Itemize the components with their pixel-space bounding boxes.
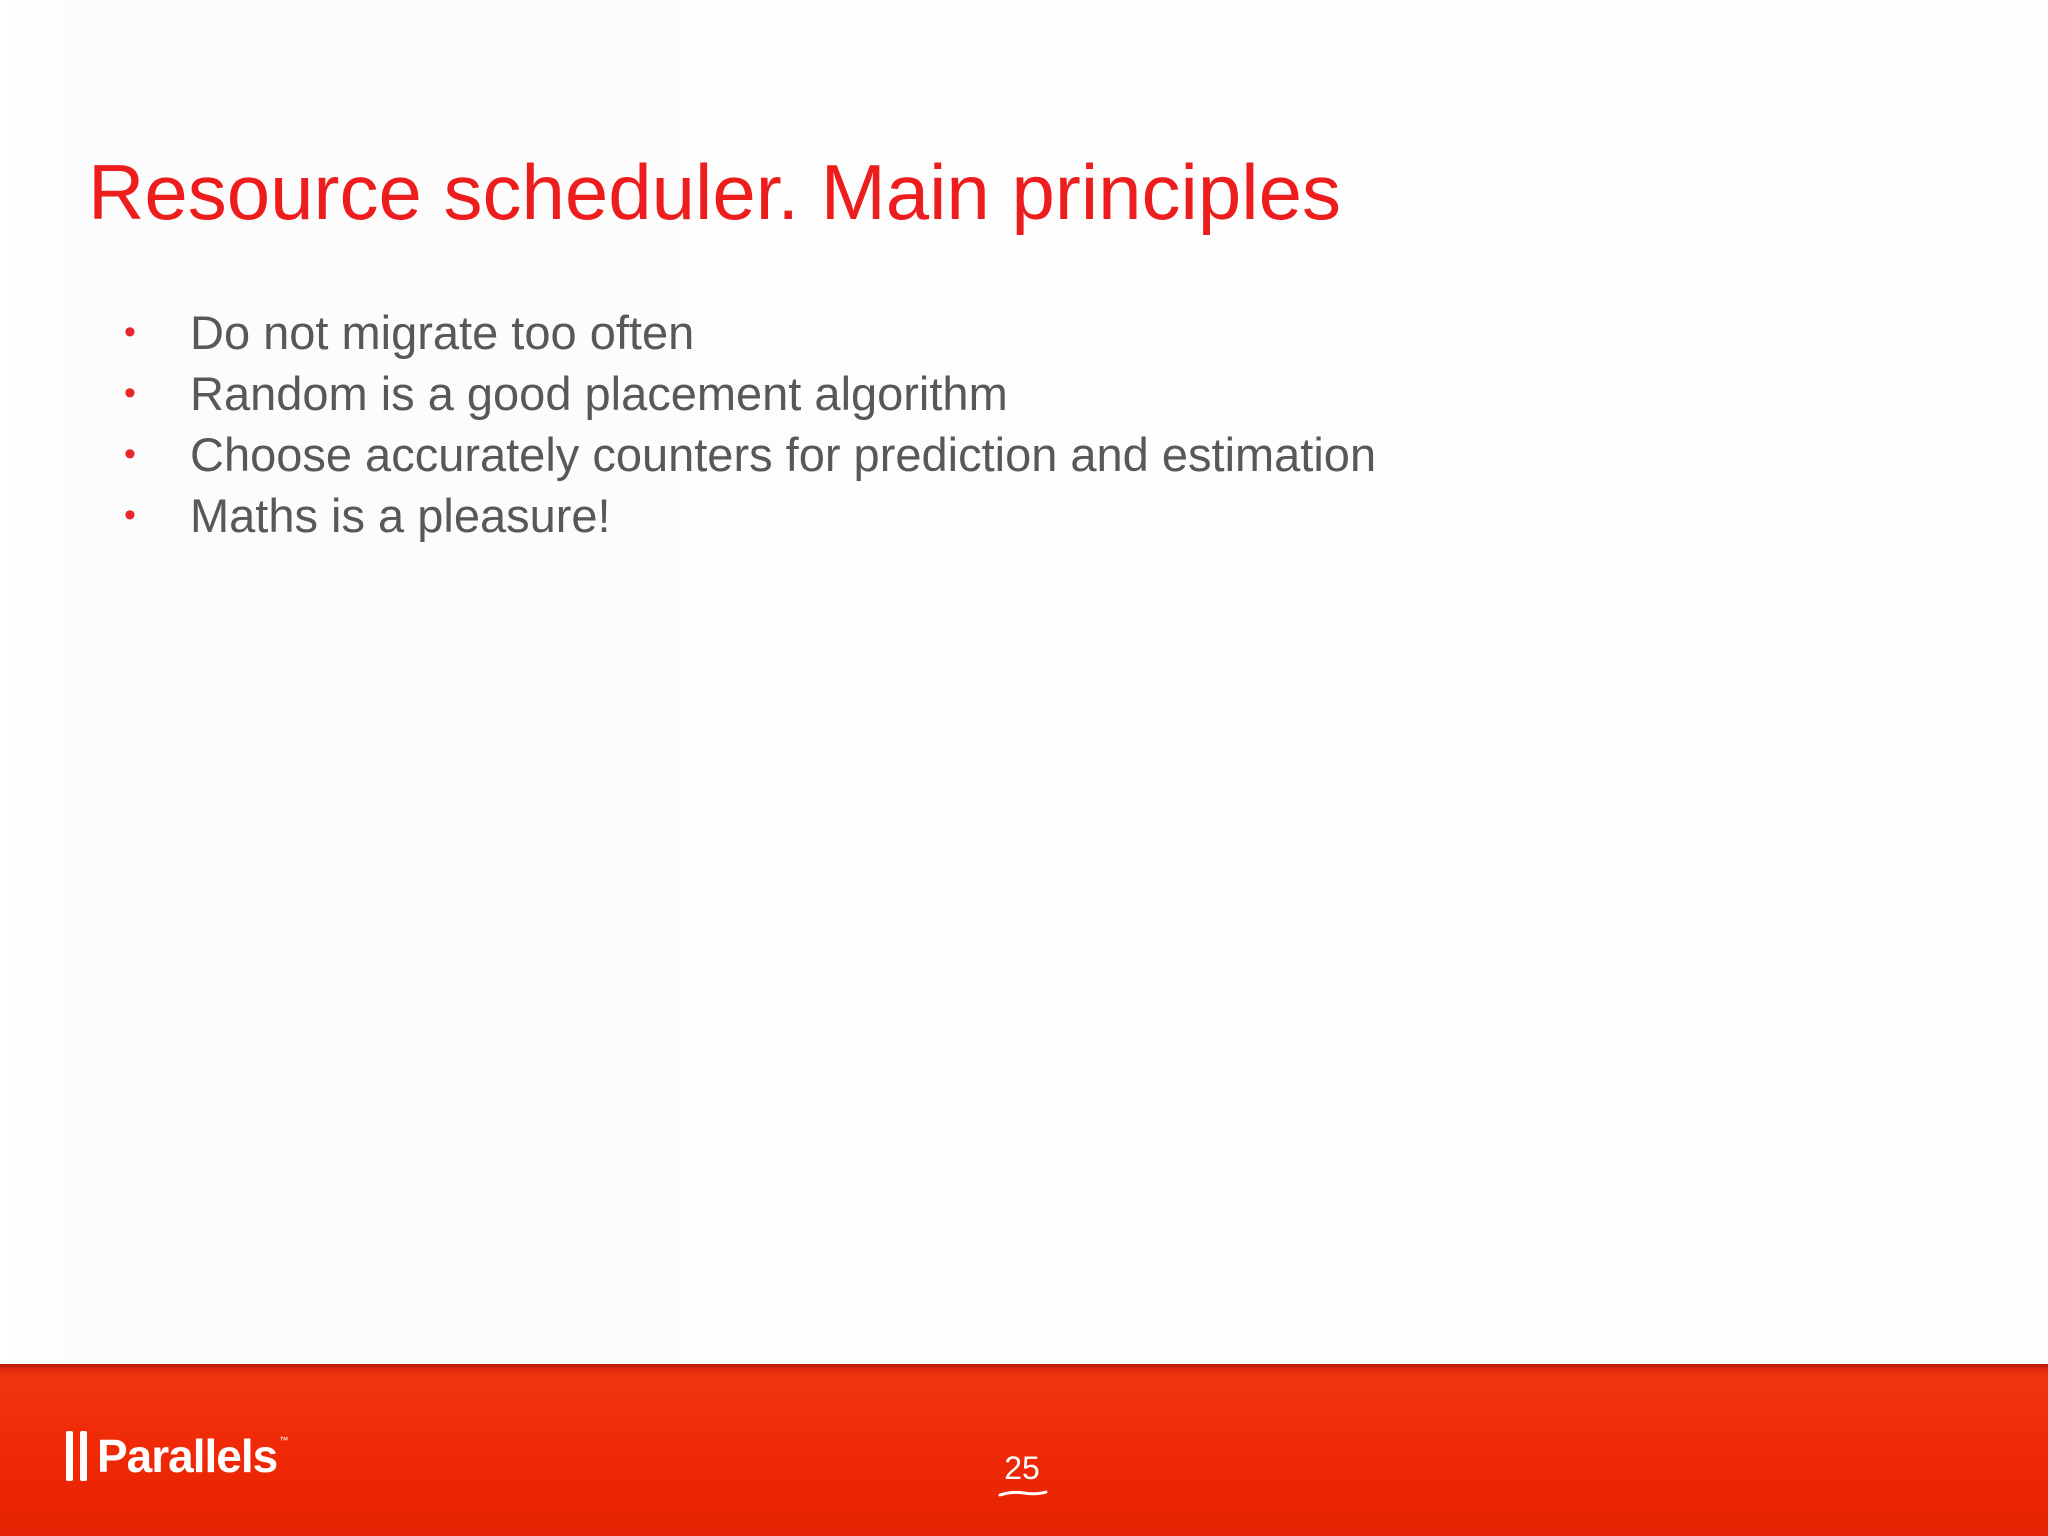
bullet-text: Do not migrate too often: [190, 306, 695, 359]
logo-wordmark: Parallels: [97, 1430, 278, 1482]
bullet-text: Maths is a pleasure!: [190, 489, 611, 542]
bullet-text: Random is a good placement algorithm: [190, 367, 1008, 420]
bullet-dot-icon: •: [124, 496, 136, 534]
bullet-dot-icon: •: [124, 313, 136, 351]
bullet-dot-icon: •: [124, 435, 136, 473]
parallels-logo: [66, 1428, 288, 1484]
page-number: 25: [1004, 1450, 1040, 1486]
page-number-underline-icon: [998, 1488, 1048, 1498]
slide-title: Resource scheduler. Main principles: [88, 148, 1341, 236]
logo-trademark: ™: [279, 1435, 289, 1445]
bullet-dot-icon: •: [124, 374, 136, 412]
logo-bar: [80, 1431, 87, 1481]
logo-bar: [66, 1431, 73, 1481]
parallels-bars-icon: [66, 1430, 87, 1482]
bullet-text: Choose accurately counters for prediction and estimation: [190, 428, 1377, 481]
